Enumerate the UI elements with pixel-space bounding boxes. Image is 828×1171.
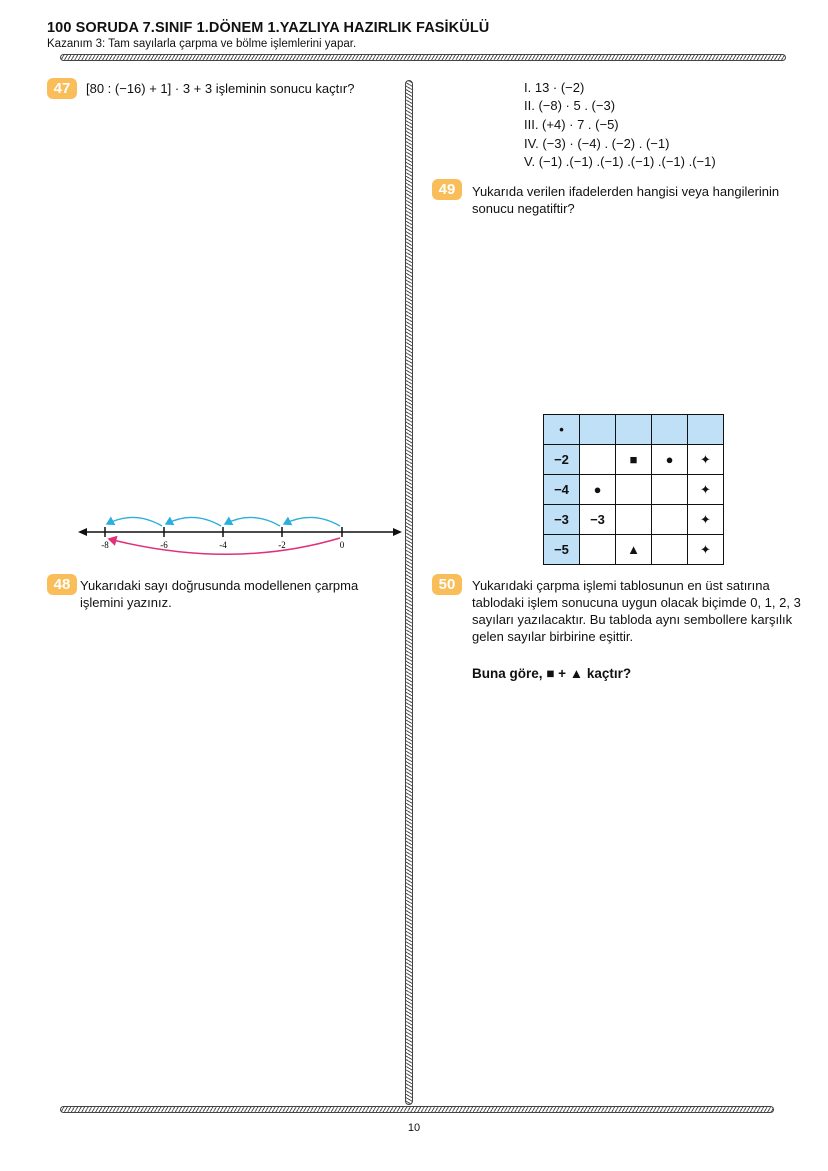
table-cell: ✦ [688,475,724,505]
question-number-47: 47 [47,78,77,99]
table-header-cell [652,415,688,445]
table-header-cell [688,415,724,445]
question-49-text: Yukarıda verilen ifadelerden hangisi veya hangilerinin sonucu negatiftir? [472,184,780,216]
tick-label: -6 [160,540,168,550]
tick-label: -8 [101,540,109,550]
table-cell: ■ [616,445,652,475]
table-cell [652,475,688,505]
table-cell: ✦ [688,445,724,475]
multiplication-table [543,414,724,565]
table-cell [652,505,688,535]
question-48-text: Yukarıdaki sayı doğrusunda modellenen çarpma işlemini yazınız. [80,578,359,610]
question-number-48: 48 [47,574,77,595]
table-cell: ✦ [688,505,724,535]
table-row-header: −3 [544,505,580,535]
expression-1: I. 13 · (−2) [524,80,585,95]
jump-arc [225,517,280,526]
expression-2: II. (−8) · 5 . (−3) [524,98,616,113]
table-row-header: −2 [544,445,580,475]
page-title: 100 SORUDA 7.SINIF 1.DÖNEM 1.YAZLIYA HAZIRLIK FASİKÜLÜ [47,20,490,36]
table-row-header: −4 [544,475,580,505]
tick-label: -4 [219,540,227,550]
axis-left-arrow [78,528,87,536]
expression-4: IV. (−3) · (−4) . (−2) . (−1) [524,136,670,151]
header-divider [60,54,786,61]
tick-label: 0 [339,540,345,550]
table-cell: ● [580,475,616,505]
table-cell [616,475,652,505]
table-cell [616,505,652,535]
number-line-figure [72,508,408,560]
table-cell: −3 [580,505,616,535]
table-header-cell [580,415,616,445]
question-47-text: [80 : (−16) + 1] · 3 + 3 işleminin sonucu kaçtır? [86,81,355,96]
jump-arc [284,517,340,526]
question-number-49: 49 [432,179,462,200]
tick-label: -2 [278,540,286,550]
table-cell: ● [652,445,688,475]
table-cell: ▲ [616,535,652,565]
table-cell: ✦ [688,535,724,565]
column-divider [405,80,413,1105]
jump-arc [166,517,221,526]
expression-5: V. (−1) .(−1) .(−1) .(−1) .(−1) .(−1) [524,154,716,169]
table-corner: • [544,415,580,445]
table-header-cell [616,415,652,445]
page-subtitle: Kazanım 3: Tam sayılarla çarpma ve bölme işlemlerini yapar. [47,38,357,50]
axis-right-arrow [393,528,402,536]
question-50-prompt: Buna göre, ■ + ▲ kaçtır? [472,666,632,681]
question-50-text: Yukarıdaki çarpma işlemi tablosunun en üst satırına tablodaki işlem sonucuna uygun olacak biçimde 0, 1, 2, 3 sayıları yazılacaktır. Bu tabloda aynı sembollere karşılık gelen sayılar birbirine eşittir. [472,578,801,644]
table-cell [580,445,616,475]
page-number: 10 [407,1122,421,1134]
table-row-header: −5 [544,535,580,565]
jump-arc [107,517,162,526]
table-cell [652,535,688,565]
expression-3: III. (+4) · 7 . (−5) [524,117,619,132]
table-cell [580,535,616,565]
footer-divider [60,1106,774,1113]
question-number-50: 50 [432,574,462,595]
